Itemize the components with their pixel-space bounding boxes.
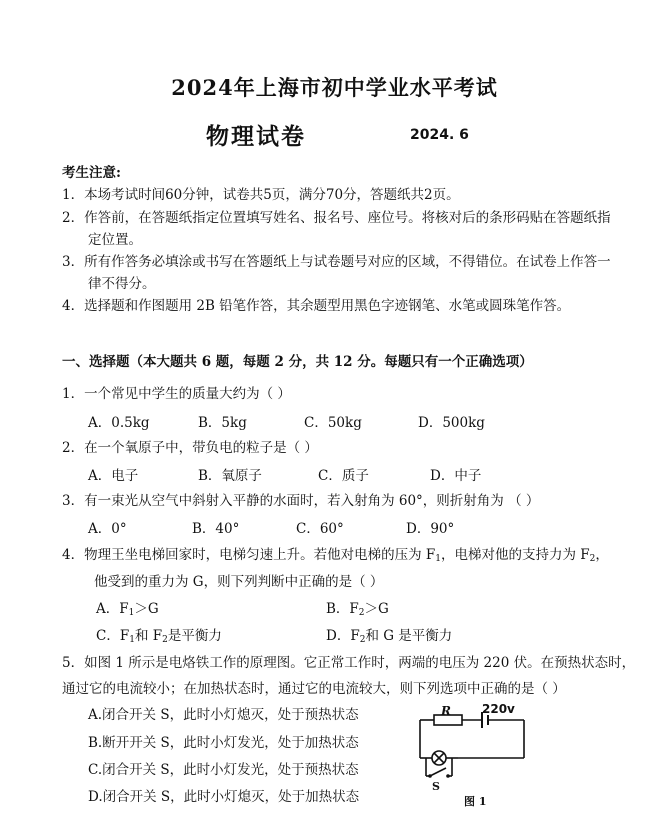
q1-stem: 1．一个常见中学生的质量大约为（ ） (62, 386, 291, 402)
q4-stem-line1: 4．物理王坐电梯回家时，电梯匀速上升。若他对电梯的压为 $F_1$，电梯对他的支持力为 $F_2$， (62, 547, 609, 564)
q4-option-d: D．$F_2$和 G 是平衡力 (326, 628, 453, 645)
q3-stem: 3．有一束光从空气中斜射入平静的水面时，若入射角为 60°，则折射角为 （ ） (62, 493, 540, 509)
q3-option-d: D．90° (406, 521, 455, 537)
notice-item-1: 1．本场考试时间60分钟，试卷共5页，满分70分，答题纸共2页。 (62, 187, 460, 203)
q5-option-c: C.闭合开关 S，此时小灯发光，处于预热状态 (88, 762, 359, 778)
q1-option-a: A．0.5kg (88, 415, 150, 431)
q1-option-c: C．50kg (304, 415, 362, 431)
q2-option-a: A．电子 (88, 468, 139, 484)
notice-item-3: 3．所有作答务必填涂或书写在答题纸上与试卷题号对应的区域，不得错位。在试卷上作答一 (62, 254, 611, 270)
q3-option-a: A．0° (88, 521, 127, 537)
q3-option-b: B．40° (192, 521, 240, 537)
notice-heading: 考生注意: (62, 165, 121, 181)
notice-item-2-cont: 定位置。 (88, 232, 142, 248)
q5-option-b: B.断开开关 S，此时小灯发光，处于加热状态 (88, 735, 359, 751)
q2-option-b: B．氧原子 (198, 468, 262, 484)
q4-option-b: B．$F_2>G$ (326, 601, 389, 618)
q4-stem-line2: 他受到的重力为 G，则下列判断中正确的是（ ） (94, 574, 384, 590)
q4-option-a: A．$F_1>G$ (96, 601, 159, 618)
q3-option-c: C．60° (296, 521, 344, 537)
q5-option-a: A.闭合开关 S，此时小灯熄灭，处于预热状态 (88, 707, 359, 723)
voltage-label: 220v (482, 702, 515, 716)
q2-option-d: D．中子 (430, 468, 482, 484)
notice-item-4: 4．选择题和作图题用 2B 铅笔作答，其余题型用黑色字迹钢笔、水笔或圆珠笔作答。 (62, 298, 571, 314)
paper-subtitle: 物理试卷 (206, 123, 306, 150)
resistor-label: R (441, 704, 451, 718)
switch-label: S (432, 780, 440, 793)
exam-title: 2024年上海市初中学业水平考试 (171, 75, 498, 100)
exam-date: 2024. 6 (410, 127, 469, 143)
figure-caption: 图 1 (464, 795, 487, 808)
q5-stem-line1: 5．如图 1 所示是电烙铁工作的原理图。它正常工作时，两端的电压为 220 伏。在预热状态时， (62, 655, 636, 671)
q2-stem: 2．在一个氧原子中，带负电的粒子是（ ） (62, 440, 318, 456)
q5-stem-line2: 通过它的电流较小；在加热状态时，通过它的电流较大，则下列选项中正确的是（ ） (62, 681, 566, 697)
q1-option-d: D．500kg (418, 415, 485, 431)
section-heading: 一、选择题（本大题共 6 题，每题 2 分，共 12 分。每题只有一个正确选项） (62, 354, 533, 370)
q4-option-c: C．$F_1$和 $F_2$是平衡力 (96, 628, 222, 645)
notice-item-3-cont: 律不得分。 (88, 276, 156, 292)
notice-item-2: 2．作答前，在答题纸指定位置填写姓名、报名号、座位号。将核对后的条形码贴在答题纸指 (62, 210, 611, 226)
q5-option-d: D.闭合开关 S，此时小灯熄灭，处于加热状态 (88, 789, 360, 805)
switch-symbol (430, 768, 446, 776)
q2-option-c: C．质子 (318, 468, 369, 484)
q1-option-b: B．5kg (198, 415, 247, 431)
